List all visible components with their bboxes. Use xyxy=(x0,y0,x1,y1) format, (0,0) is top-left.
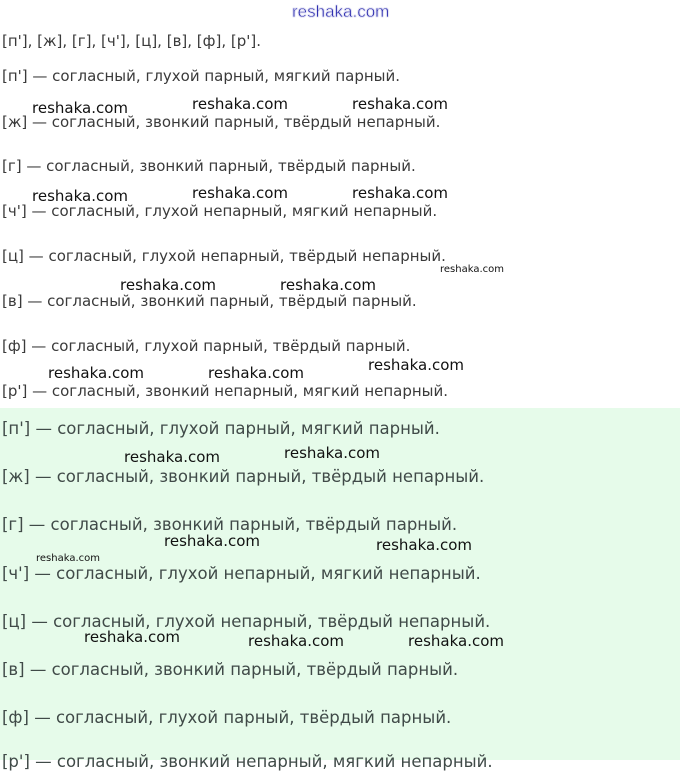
watermark: reshaka.com xyxy=(192,184,288,202)
answer-line-v: [в] — согласный, звонкий парный, твёрдый парный. xyxy=(2,660,459,679)
answer-line-zh: [ж] — согласный, звонкий парный, твёрдый непарный. xyxy=(2,467,485,486)
watermark: reshaka.com xyxy=(36,553,100,564)
watermark: reshaka.com xyxy=(208,364,304,382)
watermark: reshaka.com xyxy=(32,187,128,205)
answer-line-g: [г] — согласный, звонкий парный, твёрдый парный. xyxy=(2,515,458,534)
answer-line-ch: [ч'] — согласный, глухой непарный, мягкий непарный. xyxy=(2,564,481,583)
watermark: reshaka.com xyxy=(280,276,376,294)
sound-line-ch: [ч'] — согласный, глухой непарный, мягкий непарный. xyxy=(2,202,438,220)
answer-line-ts: [ц] — согласный, глухой непарный, твёрдый непарный. xyxy=(2,612,491,631)
answer-line-f: [ф] — согласный, глухой парный, твёрдый парный. xyxy=(2,708,452,727)
sound-line-g: [г] — согласный, звонкий парный, твёрдый парный. xyxy=(2,157,416,175)
watermark: reshaka.com xyxy=(284,444,380,462)
watermark: reshaka.com xyxy=(84,628,180,646)
watermark: reshaka.com xyxy=(352,95,448,113)
header-watermark: reshaka.com xyxy=(292,2,390,21)
watermark: reshaka.com xyxy=(376,536,472,554)
sound-line-ts: [ц] — согласный, глухой непарный, твёрдый непарный. xyxy=(2,247,446,265)
answer-line-r: [р'] — согласный, звонкий непарный, мягкий непарный. xyxy=(2,752,493,771)
sound-line-r: [р'] — согласный, звонкий непарный, мягкий непарный. xyxy=(2,382,449,400)
answer-line-p: [п'] — согласный, глухой парный, мягкий парный. xyxy=(2,419,440,438)
watermark: reshaka.com xyxy=(124,448,220,466)
watermark: reshaka.com xyxy=(408,632,504,650)
sound-line-p: [п'] — согласный, глухой парный, мягкий парный. xyxy=(2,67,401,85)
watermark: reshaka.com xyxy=(120,276,216,294)
sounds-summary: [п'], [ж], [г], [ч'], [ц], [в], [ф], [р']. xyxy=(2,32,261,50)
watermark: reshaka.com xyxy=(352,184,448,202)
watermark: reshaka.com xyxy=(48,364,144,382)
watermark: reshaka.com xyxy=(192,95,288,113)
sound-line-v: [в] — согласный, звонкий парный, твёрдый парный. xyxy=(2,292,417,310)
watermark: reshaka.com xyxy=(164,532,260,550)
watermark: reshaka.com xyxy=(440,264,504,275)
sound-line-zh: [ж] — согласный, звонкий парный, твёрдый непарный. xyxy=(2,113,441,131)
watermark: reshaka.com xyxy=(32,99,128,117)
watermark: reshaka.com xyxy=(368,356,464,374)
sound-line-f: [ф] — согласный, глухой парный, твёрдый парный. xyxy=(2,337,411,355)
watermark: reshaka.com xyxy=(248,632,344,650)
